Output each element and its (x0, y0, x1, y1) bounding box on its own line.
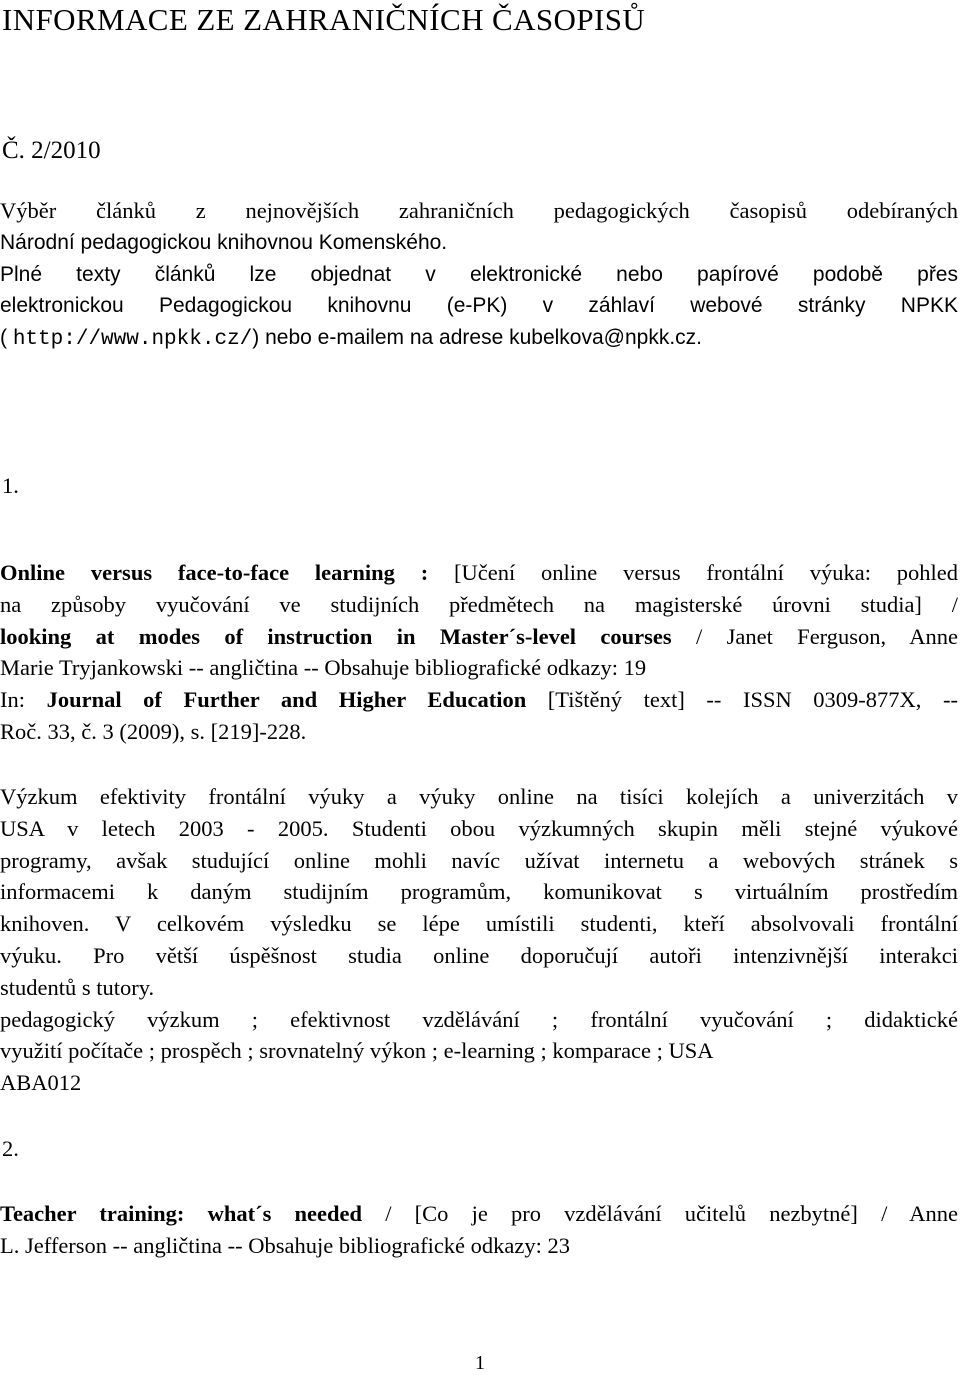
article-volume: Roč. 33, č. 3 (2009), s. [219]-228. (0, 718, 307, 744)
source-prefix: In: (0, 687, 47, 713)
abstract-line: programy, avšak studující online mohli navíc užívat internetu a webových stránek s (0, 847, 958, 873)
article-2-record (0, 1198, 958, 1262)
keywords-line: využití počítače ; prospěch ; srovnatelný výkon ; e-learning ; komparace ; USA (0, 1038, 714, 1064)
abstract-line: studentů s tutory. (0, 974, 155, 1000)
article-title-cz: / [Co je pro vzdělávání učitelů nezbytné] / Anne (362, 1201, 959, 1226)
article-1-abstract (0, 781, 958, 1099)
page-number: 1 (475, 1352, 485, 1374)
intro-line-contact (0, 322, 958, 356)
page-title: INFORMACE ZE ZAHRANIČNÍCH ČASOPISŮ (2, 2, 646, 37)
article-authors-line: L. Jefferson -- angličtina -- Obsahuje bibliografické odkazy: 23 (0, 1232, 571, 1258)
intro-line: elektronickou Pedagogickou knihovnu (e-PK) v záhlaví webové stránky NPKK (0, 294, 958, 318)
paren-open: ( (0, 326, 13, 350)
issue-number: Č. 2/2010 (2, 137, 101, 164)
abstract-line: knihoven. V celkovém výsledku se lépe umístili studenti, kteří absolvovali frontální (0, 911, 958, 937)
abstract-line: USA v letech 2003 - 2005. Studenti obou výzkumných skupin měli stejné výukové (0, 815, 958, 841)
article-1-record (0, 557, 958, 748)
abstract-line: informacemi k daným studijním programům, komunikovat s virtuálním prostředím (0, 879, 958, 905)
article-number: 2. (2, 1136, 19, 1161)
journal-issn: [Tištěný text] -- ISSN 0309-877X, -- (526, 687, 958, 713)
article-subtitle: looking at modes of instruction in Master´s-level courses (0, 623, 672, 649)
intro-line: Národní pedagogickou knihovnou Komenského. (0, 230, 448, 254)
article-title-line (0, 1198, 958, 1230)
article-authors: / Janet Ferguson, Anne (671, 623, 958, 649)
article-subtitle-line (0, 621, 958, 653)
article-source-line (0, 684, 958, 716)
article-title-cz: [Učení online versus frontální výuka: pohled (428, 560, 959, 585)
intro-line: Plné texty článků lze objednat v elektronické nebo papírové podobě přes (0, 262, 958, 286)
article-number: 1. (2, 473, 19, 498)
contact-text: ) nebo e-mailem na adrese kubelkova@npkk.cz. (252, 326, 702, 350)
article-title: Online versus face-to-face learning : (0, 560, 429, 585)
signature: ABA012 (0, 1070, 82, 1096)
keywords-line: pedagogický výzkum ; efektivnost vzdělávání ; frontální vyučování ; didaktické (0, 1006, 958, 1032)
article-title-cz-line: na způsoby vyučování ve studijních předmětech na magisterské úrovni studia] / (0, 591, 958, 617)
article-authors-line: Marie Tryjankowski -- angličtina -- Obsahuje bibliografické odkazy: 19 (0, 655, 647, 681)
intro-line: Výběr článků z nejnovějších zahraničních pedagogických časopisů odebíraných (0, 198, 958, 223)
journal-title: Journal of Further and Higher Education (46, 687, 527, 713)
npkk-url-link[interactable]: http://www.npkk.cz/ (12, 328, 253, 352)
article-title: Teacher training: what´s needed (0, 1201, 363, 1226)
abstract-line: Výzkum efektivity frontální výuky a výuky online na tisíci kolejích a univerzitách v (0, 784, 958, 809)
intro-paragraph (0, 195, 958, 356)
abstract-line: výuku. Pro větší úspěšnost studia online doporučují autoři intenzivnější interakci (0, 942, 958, 968)
article-title-line (0, 557, 958, 589)
